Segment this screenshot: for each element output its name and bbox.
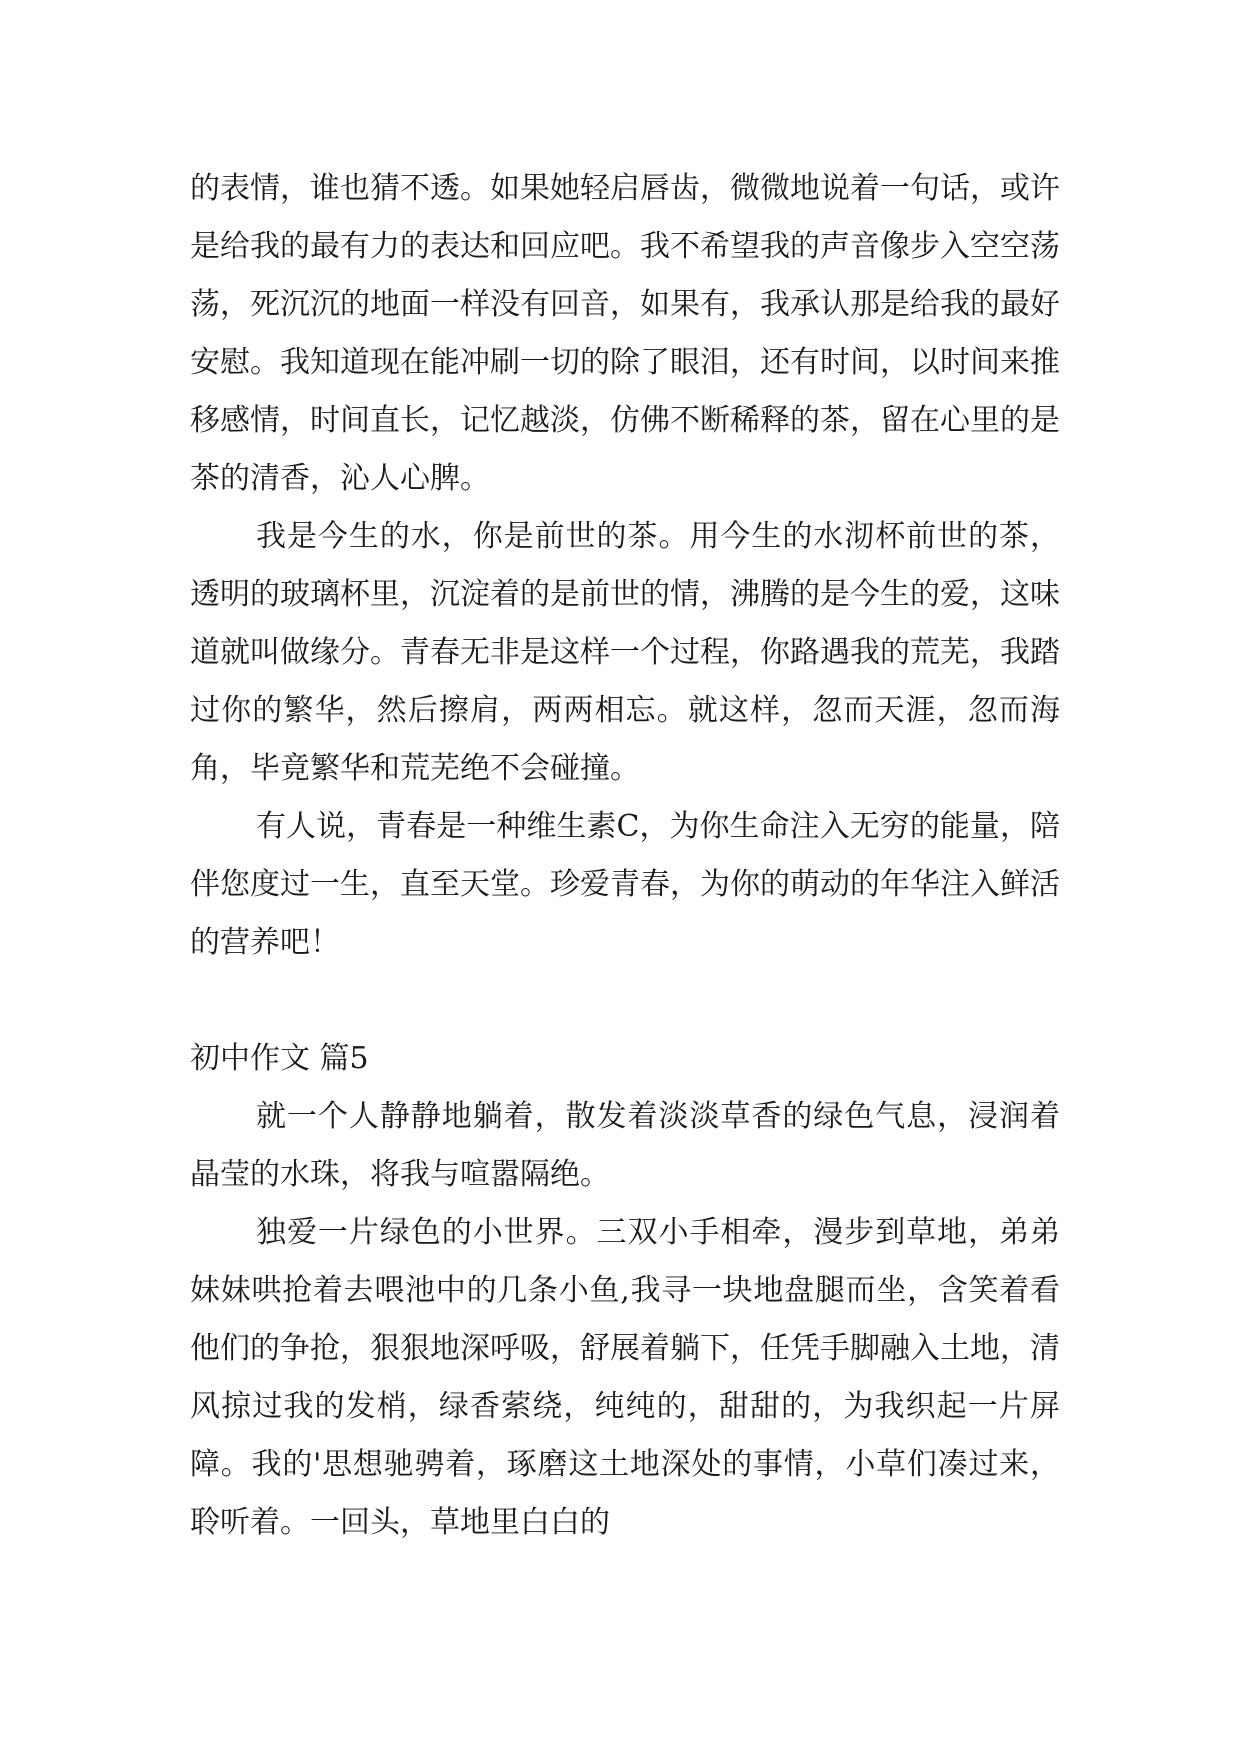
document-body: [190, 160, 1060, 1552]
paragraph: 有人说，青春是一种维生素C，为你生命注入无穷的能量，陪伴您度过一生，直至天堂。珍爱青春，为你的萌动的年华注入鲜活的营养吧！: [190, 809, 1060, 960]
paragraph: 的表情，谁也猜不透。如果她轻启唇齿，微微地说着一句话，或许是给我的最有力的表达和回应吧。我不希望我的声音像步入空空荡荡，死沉沉的地面一样没有回音，如果有，我承认那是给我的最好安慰。我知道现在能冲刷一切的除了眼泪，还有时间，以时间来推移感情，时间直长，记忆越淡，仿佛不断稀释的茶，留在心里的是茶的清香，沁人心脾。: [190, 171, 1060, 496]
paragraph: 就一个人静静地躺着，散发着淡淡草香的绿色气息，浸润着晶莹的水珠，将我与喧嚣隔绝。: [190, 1099, 1060, 1192]
paragraph: 我是今生的水，你是前世的茶。用今生的水沏杯前世的茶，透明的玻璃杯里，沉淀着的是前世的情，沸腾的是今生的爱，这味道就叫做缘分。青春无非是这样一个过程，你路遇我的荒芜，我踏过你的繁华，然后擦肩，两两相忘。就这样，忽而天涯，忽而海角，毕竟繁华和荒芜绝不会碰撞。: [190, 519, 1060, 786]
section-spacer: [190, 972, 1060, 1030]
paragraph: 独爱一片绿色的小世界。三双小手相牵，漫步到草地，弟弟妹妹哄抢着去喂池中的几条小鱼,我寻一块地盘腿而坐，含笑着看他们的争抢，狠狠地深呼吸，舒展着躺下，任凭手脚融入土地，清风掠过我的发梢，绿香萦绕，纯纯的，甜甜的，为我织起一片屏障。我的'思想驰骋着，琢磨这土地深处的事情，小草们凑过来，聆听着。一回头，草地里白白的: [190, 1215, 1060, 1540]
section-title: 初中作文 篇5: [190, 1041, 369, 1076]
